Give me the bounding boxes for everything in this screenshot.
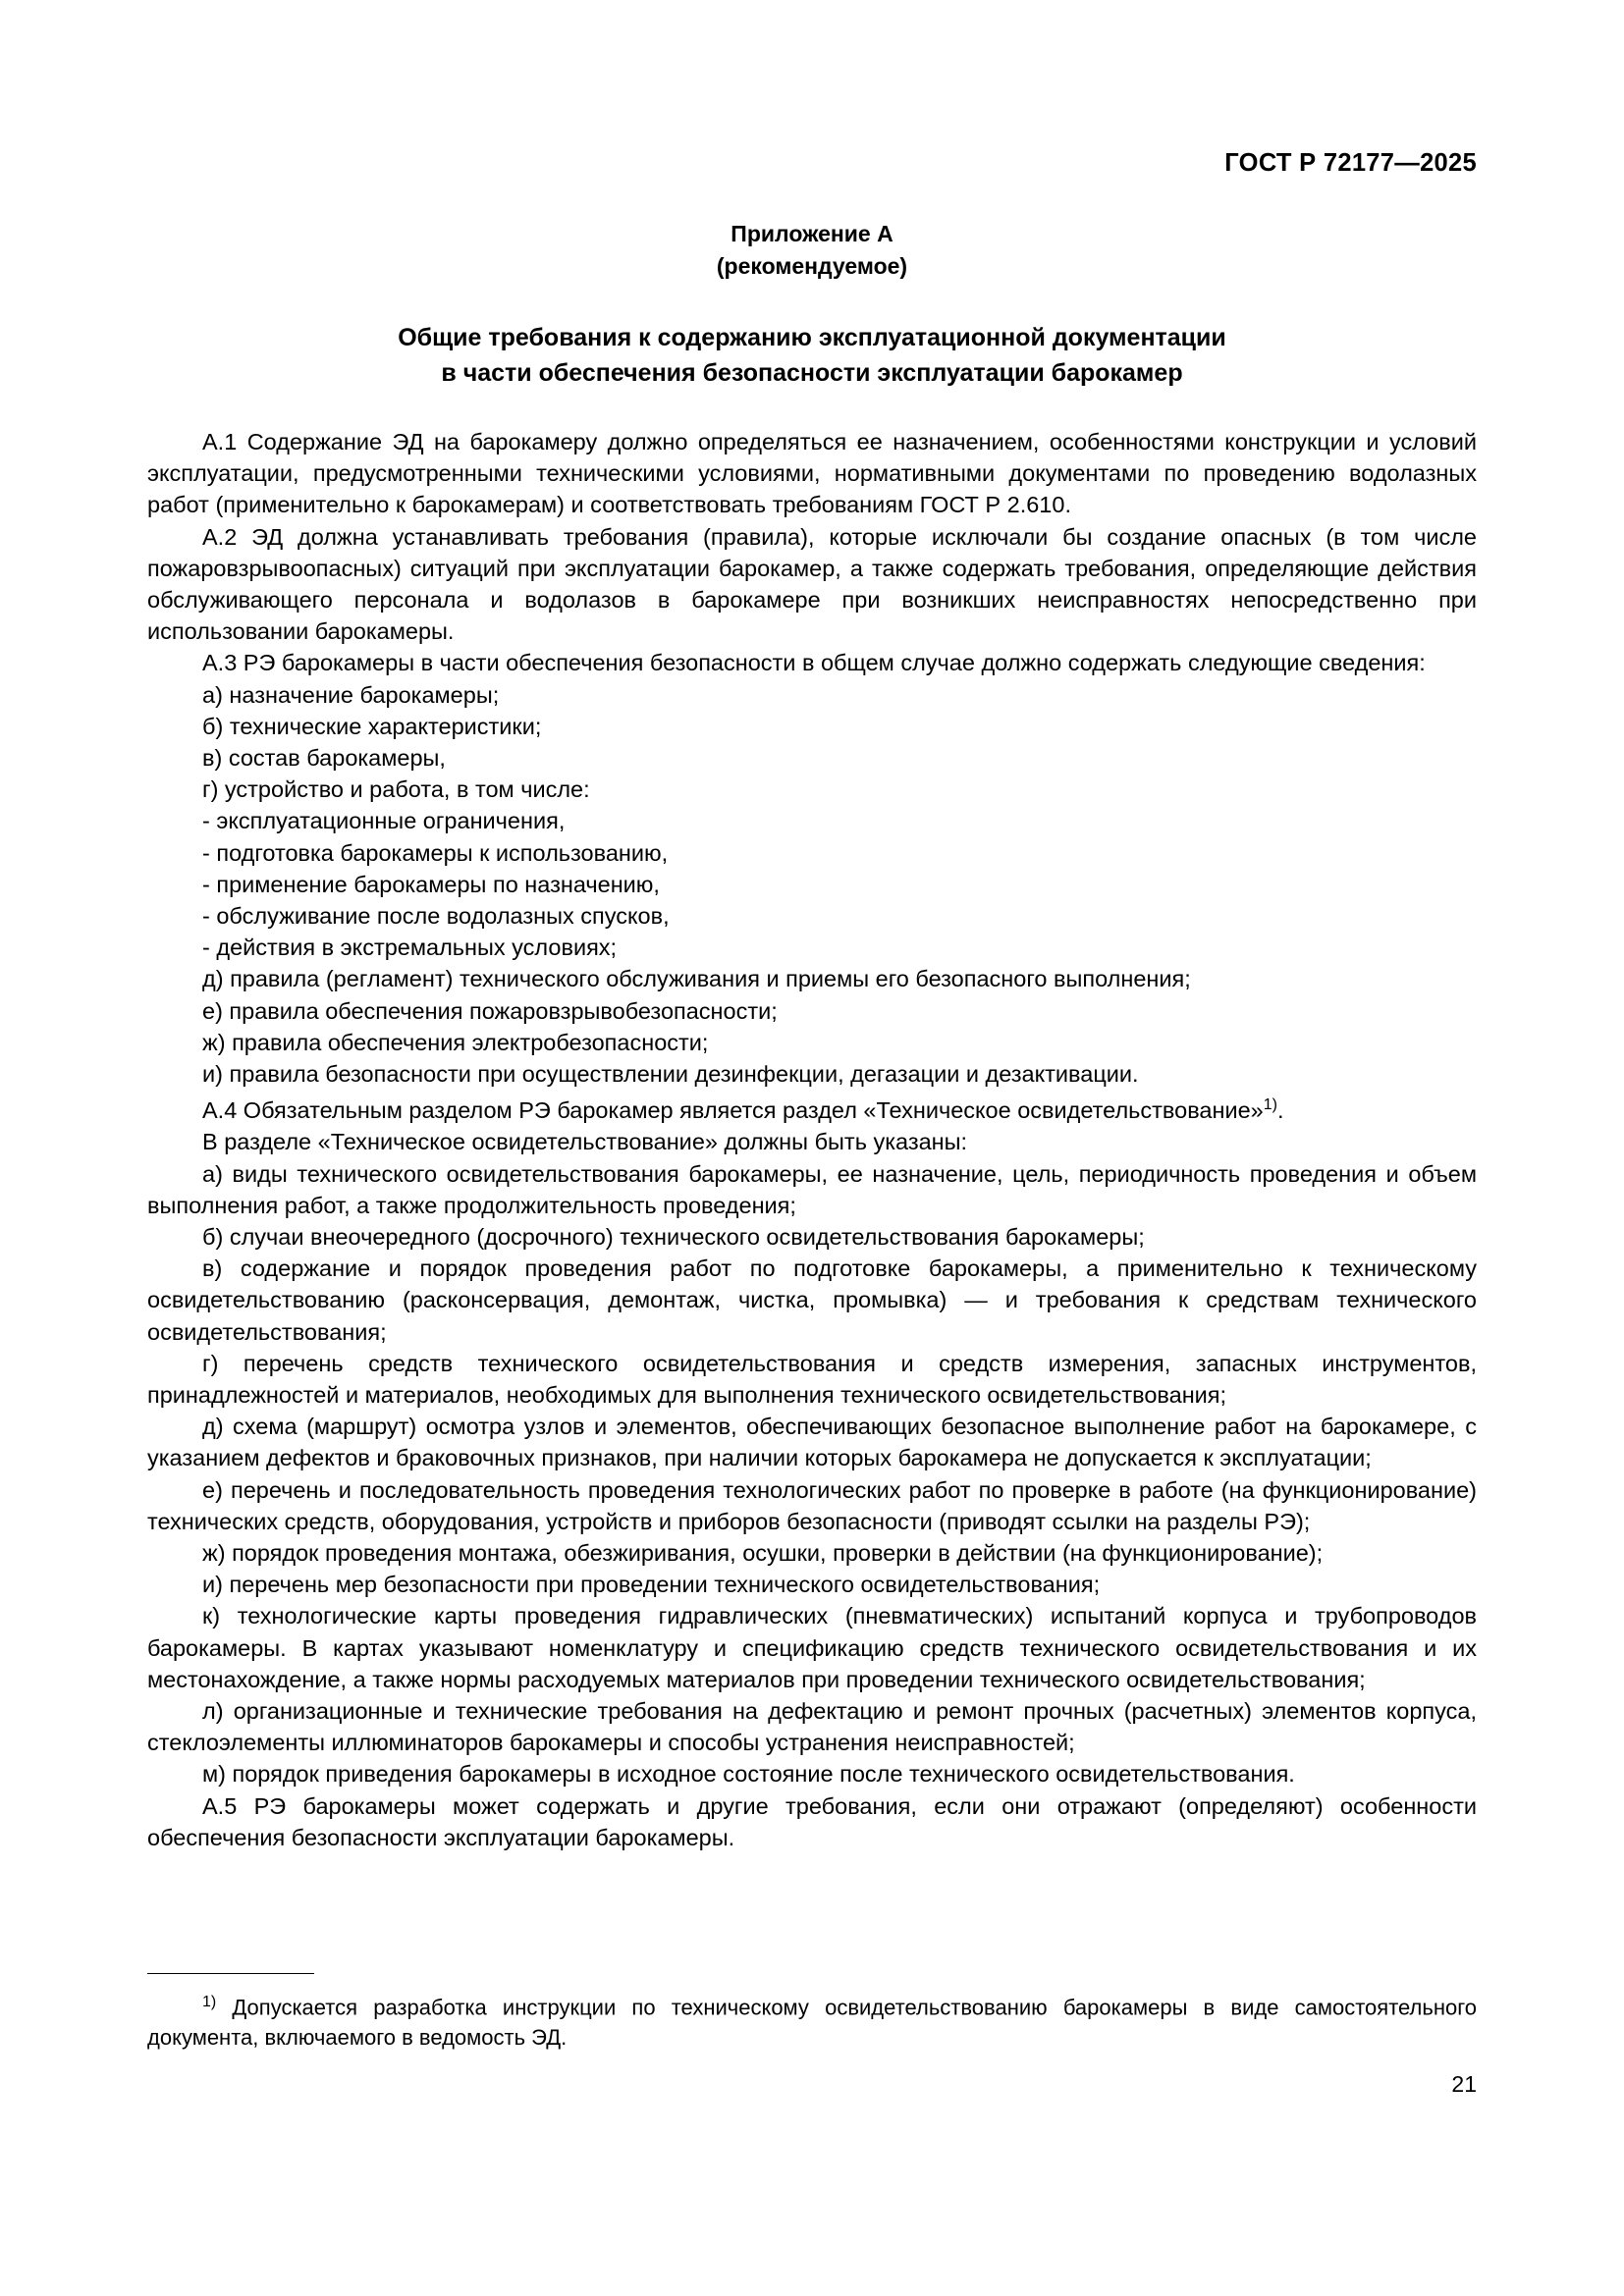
paragraph-a5: А.5 РЭ барокамеры может содержать и другие требования, если они отражают (определяют) особенности обеспечения безопасности эксплуатации барокамеры. xyxy=(147,1792,1477,1850)
list-item: в) содержание и порядок проведения работ по подготовке барокамеры, а применительно к техническому освидетельствованию (расконсервация, демонтаж, чистка, промывка) — и требования к средствам технического освидетельствования; xyxy=(147,1255,1477,1345)
list-item: и) перечень мер безопасности при проведении технического освидетельствования; xyxy=(202,1572,1101,1598)
footnote-reference: 1) xyxy=(1263,1096,1277,1114)
list-item: - применение барокамеры по назначению, xyxy=(202,871,660,897)
annex-body xyxy=(147,426,1477,1853)
list-item: е) перечень и последовательность проведения технологических работ по проверке в работе (на функционирование) технических средств, оборудования, устройств и приборов безопасности (приводят ссылки на разделы РЭ); xyxy=(147,1476,1477,1534)
paragraph-a4-end: . xyxy=(1276,1097,1284,1124)
list-item: а) назначение барокамеры; xyxy=(202,681,500,708)
list-item: - подготовка барокамеры к использованию, xyxy=(202,839,669,866)
list-item: и) правила безопасности при осуществлении дезинфекции, дегазации и дезактивации. xyxy=(202,1061,1139,1088)
paragraph-a4 xyxy=(147,1090,1477,1126)
paragraph-a2: А.2 ЭД должна устанавливать требования (правила), которые исключали бы создание опасных (в том числе пожаровзрывоопасных) ситуаций при эксплуатации барокамер, а также содержать требования, определяющие действия обслуживающего персонала и водолазов в барокамере при возникших неисправностях непосредственно при использовании барокамеры. xyxy=(147,523,1477,645)
page-number: 21 xyxy=(1451,2071,1477,2097)
paragraph-a4-lead: В разделе «Техническое освидетельствование» должны быть указаны: xyxy=(202,1129,968,1155)
list-item: м) порядок приведения барокамеры в исходное состояние после технического освидетельствования. xyxy=(202,1761,1295,1788)
list-item: г) устройство и работа, в том числе: xyxy=(202,776,590,803)
list-item: - обслуживание после водолазных спусков, xyxy=(202,903,670,930)
paragraph-a1: А.1 Содержание ЭД на барокамеру должно определяться ее назначением, особенностями конструкции и условий эксплуатации, предусмотренными техническими условиями, нормативными документами по проведению водолазных работ (применительно к барокамерам) и соответствовать требованиям ГОСТ Р 2.610. xyxy=(147,429,1477,518)
list-item: б) случаи внеочередного (досрочного) технического освидетельствования барокамеры; xyxy=(202,1223,1145,1250)
list-item: д) правила (регламент) технического обслуживания и приемы его безопасного выполнения; xyxy=(202,966,1191,992)
list-item: ж) правила обеспечения электробезопасности; xyxy=(202,1029,709,1055)
footnote-block xyxy=(147,1973,1477,2053)
annex-title-line1: Общие требования к содержанию эксплуатационной документации xyxy=(398,324,1226,351)
footnote-item xyxy=(147,1987,1477,2053)
list-item: к) технологические карты проведения гидравлических (пневматических) испытаний корпуса и трубопроводов барокамеры. В картах указывают номенклатуру и спецификацию средств технического освидетельствования и их местонахождение, а также нормы расходуемых материалов при проведении технического освидетельствования; xyxy=(147,1603,1477,1692)
list-item: а) виды технического освидетельствования барокамеры, ее назначение, цель, периодичность проведения и объем выполнения работ, а также продолжительность проведения; xyxy=(147,1160,1477,1218)
list-item: е) правила обеспечения пожаровзрывобезопасности; xyxy=(202,997,778,1024)
list-item: б) технические характеристики; xyxy=(202,713,542,739)
list-item: в) состав барокамеры, xyxy=(202,745,446,772)
paragraph-a3: А.3 РЭ барокамеры в части обеспечения безопасности в общем случае должно содержать следующие сведения: xyxy=(202,650,1426,676)
list-item: д) схема (маршрут) осмотра узлов и элементов, обеспечивающих безопасное выполнение работ на барокамере, с указанием дефектов и браковочных признаков, при наличии которых барокамера не допускается к эксплуатации; xyxy=(147,1414,1477,1471)
annex-label-line2: (рекомендуемое) xyxy=(716,253,908,279)
paragraph-a4-text: А.4 Обязательным разделом РЭ барокамер является раздел «Техническое освидетельствование» xyxy=(202,1097,1264,1124)
annex-title-line2: в части обеспечения безопасности эксплуатации барокамер xyxy=(441,359,1183,387)
footnote-body: Допускается разработка инструкции по техническому освидетельствованию барокамеры в виде самостоятельного документа, включаемого в ведомость ЭД. xyxy=(147,1995,1477,2051)
list-item: - действия в экстремальных условиях; xyxy=(202,934,618,961)
annex-label-line1: Приложение А xyxy=(731,221,893,246)
footnote-separator xyxy=(147,1973,314,1974)
annex-label xyxy=(147,218,1477,283)
list-item: г) перечень средств технического освидетельствования и средств измерения, запасных инструментов, принадлежностей и материалов, необходимых для выполнения технического освидетельствования; xyxy=(147,1350,1477,1408)
list-item: ж) порядок проведения монтажа, обезжиривания, осушки, проверки в действии (на функционирование); xyxy=(202,1539,1324,1566)
list-item: л) организационные и технические требования на дефектацию и ремонт прочных (расчетных) элементов корпуса, стеклоэлементы иллюминаторов барокамеры и способы устранения неисправностей; xyxy=(147,1697,1477,1756)
page-header-standard-number: ГОСТ Р 72177—2025 xyxy=(1224,149,1477,177)
document-content xyxy=(147,218,1477,1853)
list-item: - эксплуатационные ограничения, xyxy=(202,808,566,834)
footnote-marker: 1) xyxy=(202,1994,217,2010)
annex-title xyxy=(147,320,1477,391)
